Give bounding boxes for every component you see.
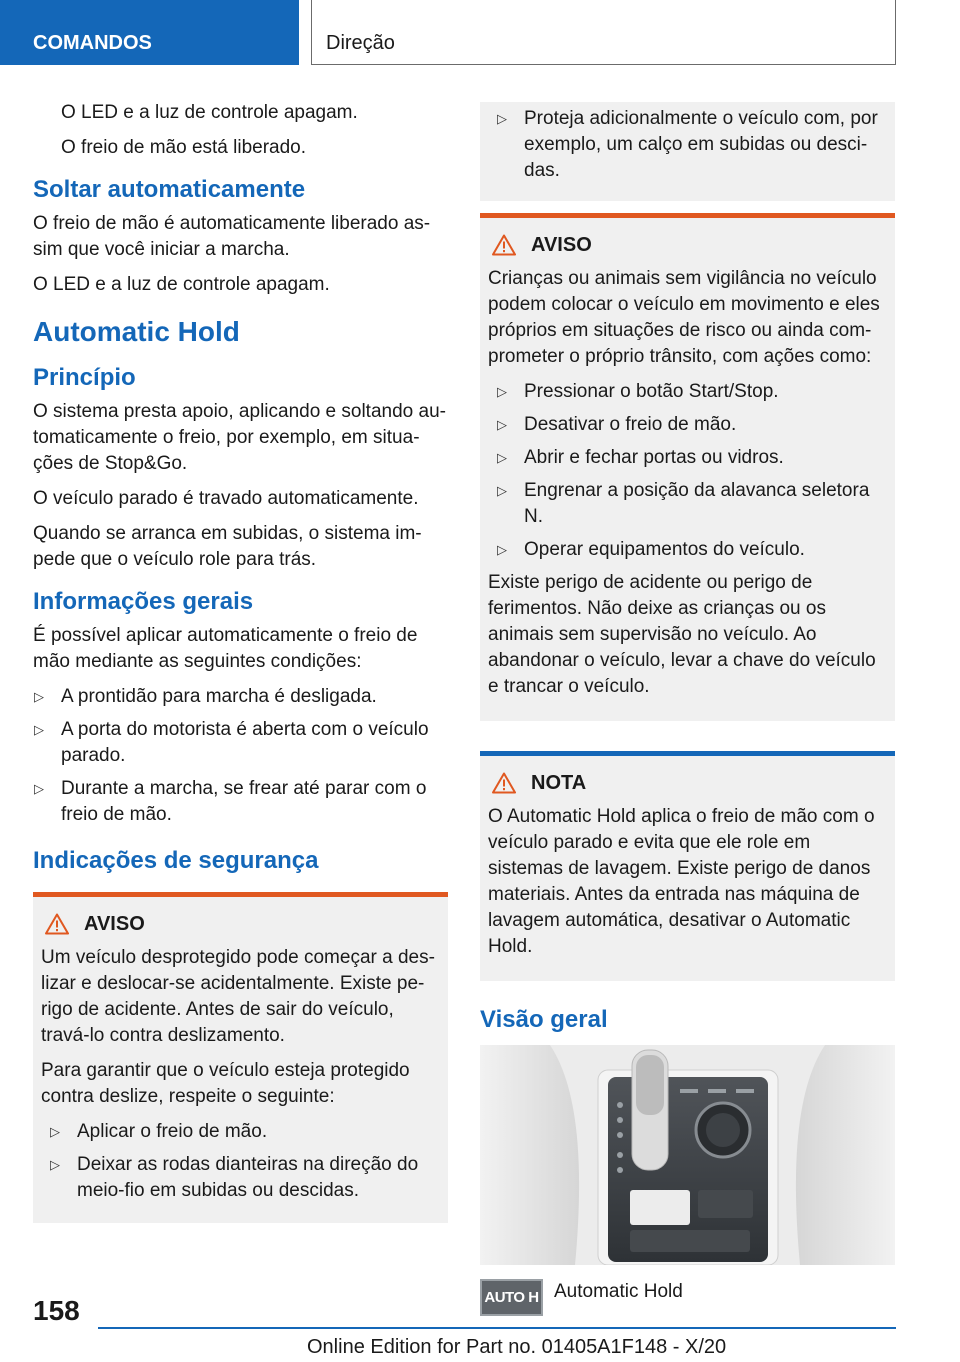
section-tab	[0, 0, 299, 65]
chapter-title: Direção	[326, 32, 395, 54]
triangle-right-icon: ▷	[34, 781, 44, 796]
auto-hold-legend	[480, 1279, 895, 1316]
heading-visao-geral: Visão geral	[480, 1006, 608, 1033]
list-item	[33, 776, 448, 828]
heading-principio: Princípio	[33, 364, 136, 391]
triangle-right-icon: ▷	[34, 722, 44, 737]
soltar-p2: O LED e a luz de controle apagam.	[33, 274, 330, 295]
triangle-right-icon: ▷	[497, 450, 507, 465]
footer-edition: Online Edition for Part no. 01405A1F148 - X/20	[307, 1336, 727, 1358]
info-p1: É possível aplicar automaticamente o freio de mão mediante as seguintes condições:	[33, 625, 418, 672]
list-item-text: Desativar o freio de mão.	[524, 414, 737, 435]
principio-p1: O sistema presta apoio, aplicando e soltando automaticamente o freio, por exemplo, em situações de Stop&Go.	[33, 401, 446, 474]
warning-triangle-icon	[492, 772, 516, 794]
list-item-text: Durante a marcha, se frear até parar com o freio de mão.	[61, 778, 427, 825]
auto-h-button-icon	[480, 1279, 543, 1316]
right-column	[480, 102, 895, 1316]
aviso2-list	[488, 379, 887, 563]
aviso-title-text: AVISO	[84, 913, 145, 935]
aviso-p1: Um veículo desprotegido pode começar a deslizar e deslocar-se acidentalmente. Existe perigo de acidente. Antes de sair do veículo, travá-lo contra deslizamento.	[41, 947, 435, 1046]
list-item	[496, 379, 887, 405]
aviso2-p1: Crianças ou animais sem vigilância no veículo podem colocar o veículo em movimento e eles próprios em situações de risco ou ainda comprometer o próprio trânsito, com ações como:	[488, 268, 880, 367]
section-title: COMANDOS	[33, 32, 152, 54]
heading-automatic-hold: Automatic Hold	[33, 316, 240, 347]
heading-seguranca: Indicações de segurança	[33, 847, 319, 874]
list-item-text: Pressionar o botão Start/Stop.	[524, 381, 779, 402]
triangle-right-icon: ▷	[497, 384, 507, 399]
aviso-box	[33, 892, 448, 1223]
list-item-text: Aplicar o freio de mão.	[77, 1121, 268, 1142]
list-item	[496, 445, 887, 471]
chapter-tab	[311, 0, 896, 65]
aviso-list	[41, 1119, 440, 1204]
triangle-right-icon: ▷	[497, 542, 507, 557]
warning-triangle-icon	[45, 913, 69, 935]
triangle-right-icon: ▷	[497, 417, 507, 432]
list-item	[496, 537, 887, 563]
list-item-text: Engrenar a posição da alavanca seletora N.	[524, 480, 870, 527]
principio-p3: Quando se arranca em subidas, o sistema impede que o veículo role para trás.	[33, 523, 422, 570]
list-item-text: Deixar as rodas dianteiras na direção do meio-fio em subidas ou descidas.	[77, 1154, 419, 1201]
triangle-right-icon: ▷	[497, 111, 507, 126]
nota-box	[480, 751, 895, 981]
intro-line-2: O freio de mão está liberado.	[61, 137, 307, 158]
list-item-text: Abrir e fechar portas ou vidros.	[524, 447, 784, 468]
triangle-right-icon: ▷	[50, 1157, 60, 1172]
list-item	[496, 106, 887, 184]
list-item	[49, 1119, 440, 1145]
warning-triangle-icon	[492, 234, 516, 256]
list-item	[496, 478, 887, 530]
aviso-p2: Para garantir que o veículo esteja protegido contra deslize, respeite o seguinte:	[41, 1060, 410, 1107]
triangle-right-icon: ▷	[50, 1124, 60, 1139]
aviso2-p2: Existe perigo de acidente ou perigo de ferimentos. Não deixe as crianças ou os animais sem supervisão no veículo. Ao abandonar o veículo, levar a chave do veículo e trancar o veículo.	[488, 572, 876, 697]
auto-h-icon-text: AUTO H	[484, 1288, 539, 1306]
list-item-text: Operar equipamentos do veículo.	[524, 539, 805, 560]
list-item	[33, 717, 448, 769]
auto-hold-label: Automatic Hold	[554, 1281, 683, 1302]
center-console-illustration	[480, 1045, 895, 1265]
principio-p2: O veículo parado é travado automaticamente.	[33, 488, 419, 509]
triangle-right-icon: ▷	[497, 483, 507, 498]
continued-list	[488, 106, 887, 184]
soltar-p1: O freio de mão é automaticamente liberado assim que você iniciar a marcha.	[33, 213, 431, 260]
aviso2-title	[488, 232, 887, 258]
triangle-right-icon: ▷	[34, 689, 44, 704]
center-console-photo	[480, 1045, 895, 1265]
list-item	[496, 412, 887, 438]
info-list	[33, 684, 448, 828]
list-item-text: Proteja adicionalmente o veículo com, por exemplo, um calço em subidas ou descidas.	[524, 108, 878, 181]
aviso2-box	[480, 213, 895, 721]
nota-p1: O Automatic Hold aplica o freio de mão com o veículo parado e evita que ele role em sistemas de lavagem. Existe perigo de danos materiais. Antes da entrada nas máquina de lavagem automática, desativar o Automatic Hold.	[488, 806, 875, 957]
list-item-text: A prontidão para marcha é desligada.	[61, 686, 377, 707]
list-item	[33, 684, 448, 710]
list-item-text: A porta do motorista é aberta com o veículo parado.	[61, 719, 429, 766]
page-number: 158	[33, 1295, 80, 1326]
heading-info: Informações gerais	[33, 588, 254, 615]
nota-title-text: NOTA	[531, 772, 587, 794]
heading-soltar: Soltar automaticamente	[33, 176, 306, 203]
aviso2-title-text: AVISO	[531, 234, 592, 256]
footer-divider	[98, 1327, 896, 1329]
nota-title	[488, 770, 887, 796]
intro-line-1: O LED e a luz de controle apagam.	[61, 102, 358, 123]
list-item	[49, 1152, 440, 1204]
aviso-title	[41, 911, 440, 937]
continued-box	[480, 102, 895, 201]
left-column	[33, 100, 448, 1223]
